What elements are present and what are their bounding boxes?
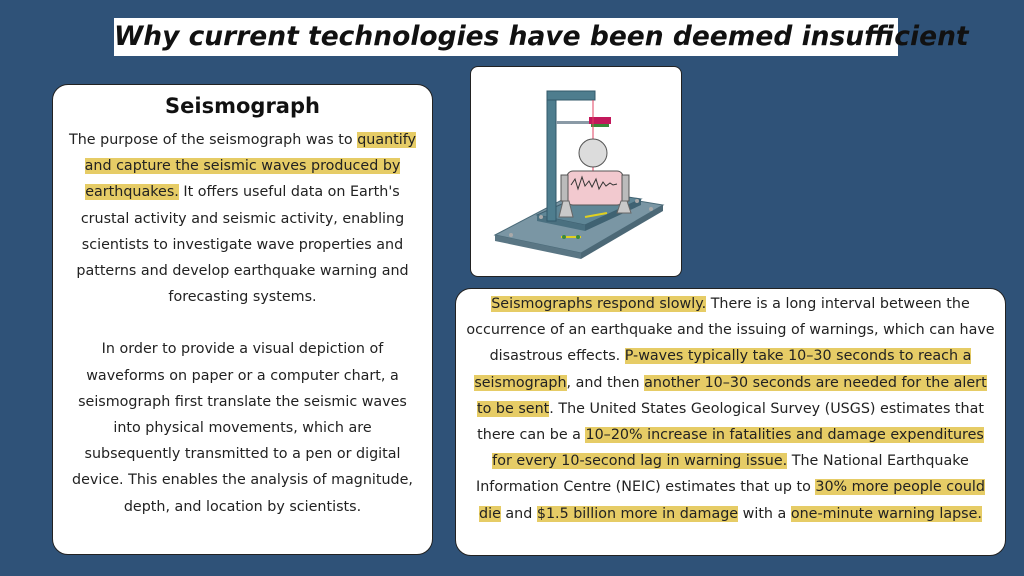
limitation-highlight-7: one-minute warning lapse. [790,505,982,522]
limitation-text-3: . The United States Geological Survey (USGS) estimates that there can be a [477,400,984,444]
seismograph-paragraph-2: In order to provide a visual depiction of waveforms on paper or a computer chart, a seismograph first translate the seismic waves into physical movements, which are subsequently transmitted to a pen or digital device. This enables the analysis of magnitude, depth, and location by scientists. [72,341,413,515]
limitation-highlight-6: $1.5 billion more in damage [536,505,739,522]
p1-intro: The purpose of the seismograph was to [69,132,353,148]
limitations-card [455,288,1006,556]
limitation-text-2: , and then [566,374,645,391]
seismograph-image-card [470,66,682,277]
limitation-highlight-3: another 10–30 seconds are needed for the alert to be sent [477,374,987,417]
limitation-highlight-5: 30% more people could die [479,479,985,522]
seismograph-heading: Seismograph [165,94,320,118]
slide-title: Why current technologies have been deemed insufficient [114,18,898,56]
limitation-text-5: and [500,505,537,522]
seismograph-illustration-icon [471,67,681,276]
p1-highlight: quantify and capture the seismic waves produced by earthquakes. [84,132,416,201]
limitation-highlight-4: 10–20% increase in fatalities and damage expenditures for every 10-second lag in warning issue. [492,427,984,470]
limitation-text-1: There is a long interval between the occurrence of an earthquake and the issuing of warnings, which can have disastrous effects. [466,296,995,365]
limitation-highlight-2: P-waves typically take 10–30 seconds to reach a seismograph [474,348,972,391]
seismograph-card [52,84,433,555]
p1-rest: It offers useful data on Earth's crustal activity and seismic activity, enabling scientists to investigate wave properties and patterns and develop earthquake warning and forecasting systems. [76,184,409,306]
limitation-highlight-1: Seismographs respond slowly. [491,296,707,312]
limitation-text-4: The National Earthquake Information Centre (NEIC) estimates that up to [476,453,969,496]
limitation-text-6: with a [738,505,791,522]
limitations-paragraph [466,291,995,527]
seismograph-paragraph-1 [67,127,418,310]
